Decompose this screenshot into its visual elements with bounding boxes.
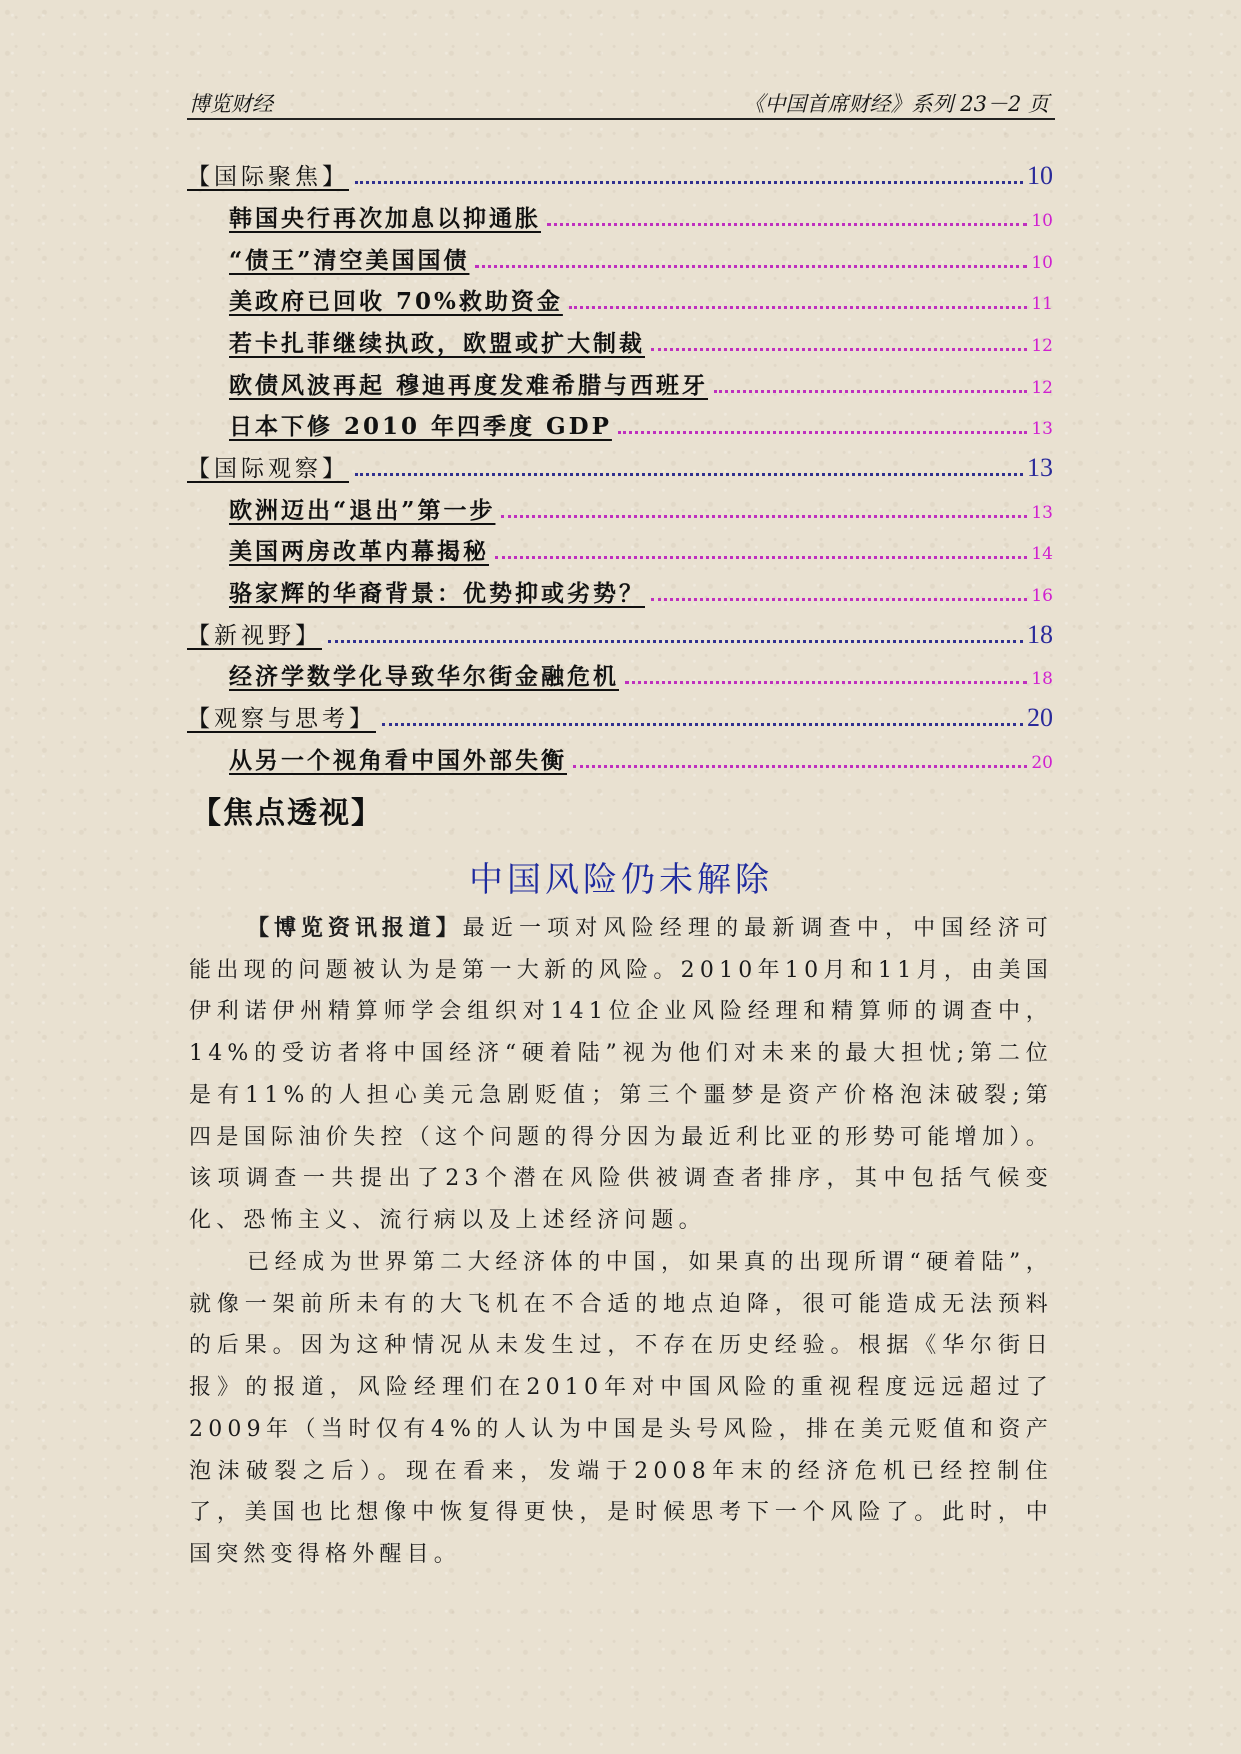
toc-entry[interactable] (229, 239, 1053, 275)
paragraph-text: 最近一项对风险经理的最新调查中，中国经济可能出现的问题被认为是第一大新的风险。2010年10月和11月，由美国伊利诺伊州精算师学会组织对141位企业风险经理和精算师的调查中，14%的受访者将中国经济“硬着陆”视为他们对未来的最大担忧;第二位是有11%的人担心美元急剧贬值；第三个噩梦是资产价格泡沫破裂;第四是国际油价失控（这个问题的得分因为最近利比亚的形势可能增加）。该项调查一共提出了23个潜在风险供被调查者排序，其中包括气候变化、恐怖主义、流行病以及上述经济问题。 (189, 916, 1053, 1233)
section-heading: 【焦点透视】 (191, 796, 383, 831)
toc-entry[interactable] (229, 364, 1053, 400)
paragraph-text: 已经成为世界第二大经济体的中国，如果真的出现所谓“硬着陆”，就像一架前所未有的大飞机在不合适的地点迫降，很可能造成无法预料的后果。因为这种情况从未发生过，不存在历史经验。根据《华尔街日报》的报道，风险经理们在2010年对中国风险的重视程度远远超过了2009年（当时仅有4%的人认为中国是头号风险，排在美元贬值和资产泡沫破裂之后）。现在看来，发端于2008年末的经济危机已经控制住了，美国也比想像中恢复得更快，是时候思考下一个风险了。此时，中国突然变得格外醒目。 (189, 1250, 1053, 1567)
toc-entry[interactable] (187, 447, 1053, 483)
toc-entry[interactable] (229, 489, 1053, 525)
toc-entry-label[interactable]: 美国两房改革内幕揭秘 (229, 538, 489, 565)
toc-entry[interactable] (229, 322, 1053, 358)
page-header (187, 88, 1055, 120)
toc-dot-leader (501, 515, 1027, 518)
header-series-page: 《中国首席财经》系列 23－2 页 (743, 92, 1049, 116)
toc-entry-label[interactable]: 骆家辉的华裔背景：优势抑或劣势？ (229, 580, 645, 607)
toc-dot-leader (355, 473, 1023, 476)
toc-page-number: 11 (1031, 294, 1053, 314)
toc-entry-label[interactable]: 【新视野】 (187, 623, 322, 649)
toc-page-number: 12 (1031, 336, 1053, 356)
toc-page-number: 20 (1027, 703, 1053, 732)
toc-entry[interactable] (187, 614, 1053, 650)
toc-dot-leader (355, 181, 1023, 184)
toc-page-number: 10 (1027, 161, 1053, 190)
toc-entry-label[interactable]: 美政府已回收 70%救助资金 (229, 288, 563, 315)
toc-page-number: 18 (1031, 669, 1053, 689)
toc-dot-leader (573, 765, 1027, 768)
toc-entry-label[interactable]: 日本下修 2010 年四季度 GDP (229, 413, 612, 440)
toc-entry[interactable] (229, 739, 1053, 775)
toc-page-number: 16 (1031, 586, 1053, 606)
toc-entry-label[interactable]: 韩国央行再次加息以抑通胀 (229, 205, 541, 232)
toc-page-number: 14 (1031, 544, 1053, 564)
toc-entry-label[interactable]: 【国际观察】 (187, 456, 349, 482)
toc-dot-leader (651, 598, 1027, 601)
toc-entry-label[interactable]: 【国际聚焦】 (187, 164, 349, 190)
toc-page-number: 10 (1031, 253, 1053, 273)
toc-page-number: 10 (1031, 211, 1053, 231)
article-title: 中国风险仍未解除 (469, 860, 773, 900)
toc-entry-label[interactable]: 若卡扎菲继续执政，欧盟或扩大制裁 (229, 330, 645, 357)
toc-dot-leader (495, 556, 1027, 559)
toc-dot-leader (382, 723, 1023, 726)
toc-page-number: 13 (1027, 453, 1053, 482)
toc-page-number: 13 (1031, 503, 1053, 523)
toc-dot-leader (547, 223, 1027, 226)
toc-dot-leader (569, 306, 1027, 309)
header-publication: 博览财经 (189, 92, 273, 116)
toc-page-number: 12 (1031, 378, 1053, 398)
toc-dot-leader (651, 348, 1027, 351)
toc-entry-label[interactable]: 欧洲迈出“退出”第一步 (229, 497, 496, 524)
toc-entry[interactable] (229, 405, 1053, 441)
toc-entry[interactable] (229, 655, 1053, 691)
toc-page-number: 20 (1031, 753, 1053, 773)
toc-entry[interactable] (229, 572, 1053, 608)
toc-entry-label[interactable]: “债王”清空美国国债 (229, 247, 470, 274)
toc-dot-leader (618, 431, 1027, 434)
toc-entry-label[interactable]: 从另一个视角看中国外部失衡 (229, 747, 567, 774)
toc-entry-label[interactable]: 【观察与思考】 (187, 706, 376, 732)
toc-entry[interactable] (229, 197, 1053, 233)
toc-entry-label[interactable]: 欧债风波再起 穆迪再度发难希腊与西班牙 (229, 372, 709, 399)
article-paragraph (189, 908, 1053, 1242)
toc-dot-leader (475, 265, 1027, 268)
toc-dot-leader (328, 640, 1023, 643)
toc-page-number: 18 (1027, 620, 1053, 649)
toc-page-number: 13 (1031, 419, 1053, 439)
toc-entry[interactable] (229, 280, 1053, 316)
article-lead: 【博览资讯报道】 (247, 915, 463, 941)
toc-entry[interactable] (187, 155, 1053, 191)
toc-dot-leader (625, 681, 1027, 684)
toc-entry[interactable] (187, 697, 1053, 733)
toc-dot-leader (714, 390, 1027, 393)
article-paragraph (189, 1242, 1053, 1576)
toc-entry[interactable] (229, 530, 1053, 566)
toc-entry-label[interactable]: 经济学数学化导致华尔街金融危机 (229, 663, 619, 690)
